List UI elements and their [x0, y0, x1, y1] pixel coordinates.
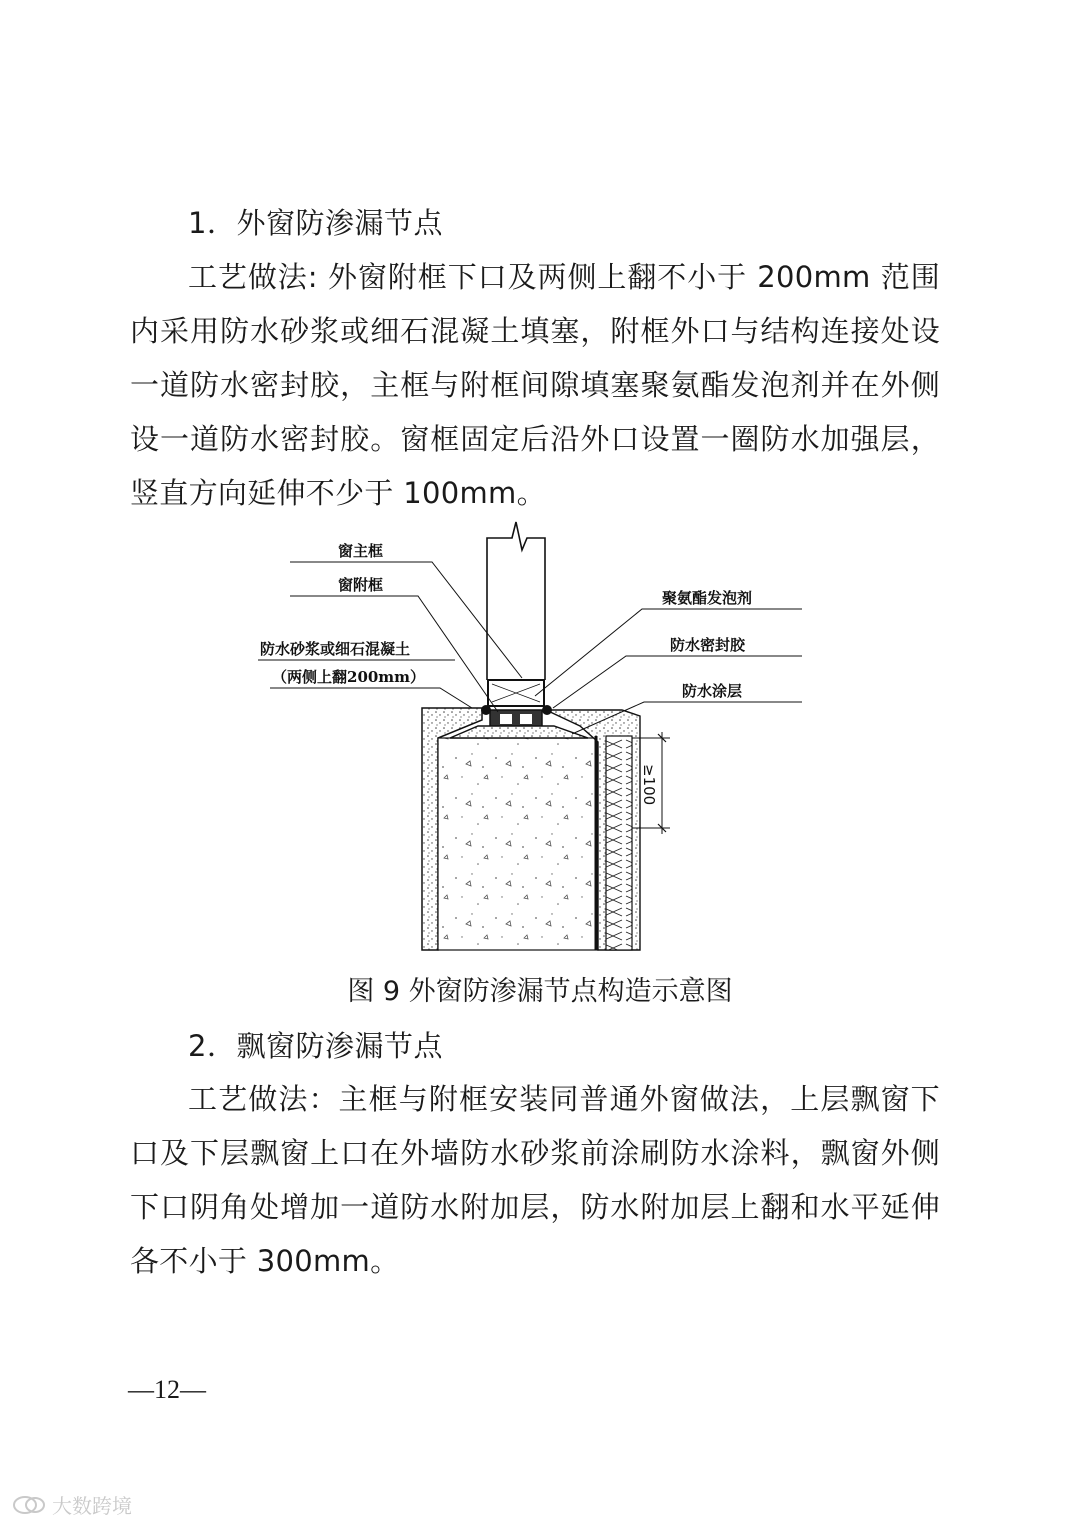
- window-sub-frame: [490, 710, 542, 728]
- section-2-paragraph: 工艺做法：主框与附框安装同普通外窗做法，上层飘窗下口及下层飘窗上口在外墙防水砂浆前涂刷防水涂料，飘窗外侧下口阴角处增加一道防水附加层，防水附加层上翻和水平延伸各不小于 300mm。: [130, 1082, 940, 1278]
- figure-caption: 图 9 外窗防渗漏节点构造示意图: [347, 976, 733, 1007]
- leader-lines-left: [258, 562, 522, 712]
- label-mortar: 防水砂浆或细石混凝土: [260, 640, 411, 658]
- watermark-text: 大数跨境: [52, 1494, 132, 1518]
- label-coating: 防水涂层: [682, 682, 743, 700]
- label-mortar-note: （两侧上翻200mm）: [272, 668, 426, 686]
- dimension-label: ≥100: [640, 764, 658, 806]
- window-frame-upper: [487, 522, 545, 680]
- watermark: [12, 1490, 132, 1519]
- window-main-frame: [488, 680, 544, 706]
- sealant-left: [481, 705, 491, 715]
- concrete-wall: [438, 738, 598, 950]
- section-1-paragraph: 工艺做法: 外窗附框下口及两侧上翻不小于 200mm 范围内采用防水砂浆或细石混凝土填塞，附框外口与结构连接处设一道防水密封胶，主框与附框间隙填塞聚氨酯发泡剂并在外侧设一道防水密封胶。窗框固定后沿外口设置一圈防水加强层，竖直方向延伸不少于 100mm。: [130, 260, 940, 510]
- label-foam: 聚氨酯发泡剂: [662, 589, 753, 607]
- page-number: —12—: [128, 1375, 206, 1404]
- sealant-right: [542, 705, 552, 715]
- window-node-diagram: [250, 510, 810, 955]
- label-sealant: 防水密封胶: [670, 636, 746, 654]
- mortar-fill: [450, 726, 588, 738]
- section-1-heading: 1．外窗防渗漏节点: [188, 206, 443, 240]
- label-main-frame: 窗主框: [338, 542, 384, 560]
- label-sub-frame: 窗附框: [338, 576, 384, 594]
- insulation-layer: [606, 736, 632, 950]
- section-2-heading: 2．飘窗防渗漏节点: [188, 1029, 443, 1063]
- chat-bubble-icon: [12, 1494, 46, 1516]
